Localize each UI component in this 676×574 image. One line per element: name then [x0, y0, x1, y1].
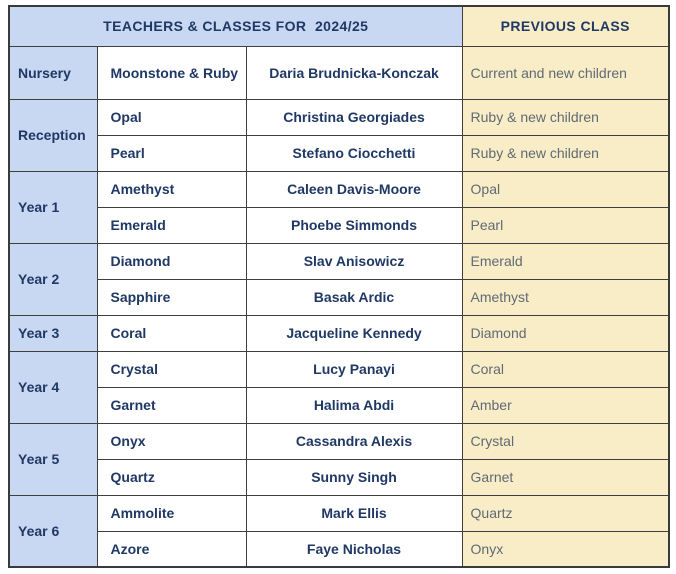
table-row: [9, 423, 669, 459]
previous-class-cell: Garnet: [462, 459, 669, 495]
previous-class-cell: Amber: [462, 387, 669, 423]
class-name-cell: Pearl: [97, 135, 246, 171]
table-row: [9, 387, 669, 423]
teacher-cell: Faye Nicholas: [246, 531, 462, 567]
class-name-cell: Sapphire: [97, 279, 246, 315]
previous-class-cell: Quartz: [462, 495, 669, 531]
class-name-cell: Opal: [97, 99, 246, 135]
teacher-cell: Mark Ellis: [246, 495, 462, 531]
table-row: [9, 243, 669, 279]
teacher-cell: Lucy Panayi: [246, 351, 462, 387]
table-row: [9, 135, 669, 171]
table-row: [9, 46, 669, 99]
previous-class-cell: Opal: [462, 171, 669, 207]
previous-class-cell: Current and new children: [462, 46, 669, 99]
class-name-cell: Diamond: [97, 243, 246, 279]
teacher-cell: Stefano Ciocchetti: [246, 135, 462, 171]
year-group-cell: Reception: [9, 99, 97, 171]
teacher-cell: Phoebe Simmonds: [246, 207, 462, 243]
table-row: [9, 99, 669, 135]
class-name-cell: Azore: [97, 531, 246, 567]
class-name-cell: Onyx: [97, 423, 246, 459]
teacher-cell: Cassandra Alexis: [246, 423, 462, 459]
previous-class-header: PREVIOUS CLASS: [462, 6, 669, 46]
table-row: [9, 459, 669, 495]
class-name-cell: Quartz: [97, 459, 246, 495]
class-name-cell: Coral: [97, 315, 246, 351]
previous-class-cell: Coral: [462, 351, 669, 387]
table-row: [9, 279, 669, 315]
class-name-cell: Crystal: [97, 351, 246, 387]
previous-class-cell: Crystal: [462, 423, 669, 459]
previous-class-cell: Amethyst: [462, 279, 669, 315]
teacher-cell: Daria Brudnicka-Konczak: [246, 46, 462, 99]
previous-class-cell: Ruby & new children: [462, 99, 669, 135]
year-group-cell: Year 3: [9, 315, 97, 351]
header-row: [9, 6, 669, 46]
year-group-cell: Year 2: [9, 243, 97, 315]
year-group-cell: Year 1: [9, 171, 97, 243]
previous-class-cell: Emerald: [462, 243, 669, 279]
previous-class-cell: Ruby & new children: [462, 135, 669, 171]
year-group-cell: Year 6: [9, 495, 97, 567]
class-name-cell: Ammolite: [97, 495, 246, 531]
table-row: [9, 315, 669, 351]
previous-class-cell: Pearl: [462, 207, 669, 243]
year-group-cell: Year 5: [9, 423, 97, 495]
teacher-cell: Christina Georgiades: [246, 99, 462, 135]
teacher-cell: Halima Abdi: [246, 387, 462, 423]
table-row: [9, 531, 669, 567]
year-group-cell: Year 4: [9, 351, 97, 423]
table-title: TEACHERS & CLASSES FOR 2024/25: [9, 6, 462, 46]
class-name-cell: Moonstone & Ruby: [97, 46, 246, 99]
class-name-cell: Emerald: [97, 207, 246, 243]
table-row: [9, 171, 669, 207]
previous-class-cell: Diamond: [462, 315, 669, 351]
table-row: [9, 207, 669, 243]
previous-class-cell: Onyx: [462, 531, 669, 567]
class-name-cell: Amethyst: [97, 171, 246, 207]
teacher-cell: Basak Ardic: [246, 279, 462, 315]
table-row: [9, 495, 669, 531]
teachers-classes-table: [8, 5, 670, 568]
year-group-cell: Nursery: [9, 46, 97, 99]
teacher-cell: Jacqueline Kennedy: [246, 315, 462, 351]
table-row: [9, 351, 669, 387]
class-name-cell: Garnet: [97, 387, 246, 423]
teacher-cell: Caleen Davis-Moore: [246, 171, 462, 207]
teacher-cell: Slav Anisowicz: [246, 243, 462, 279]
teacher-cell: Sunny Singh: [246, 459, 462, 495]
